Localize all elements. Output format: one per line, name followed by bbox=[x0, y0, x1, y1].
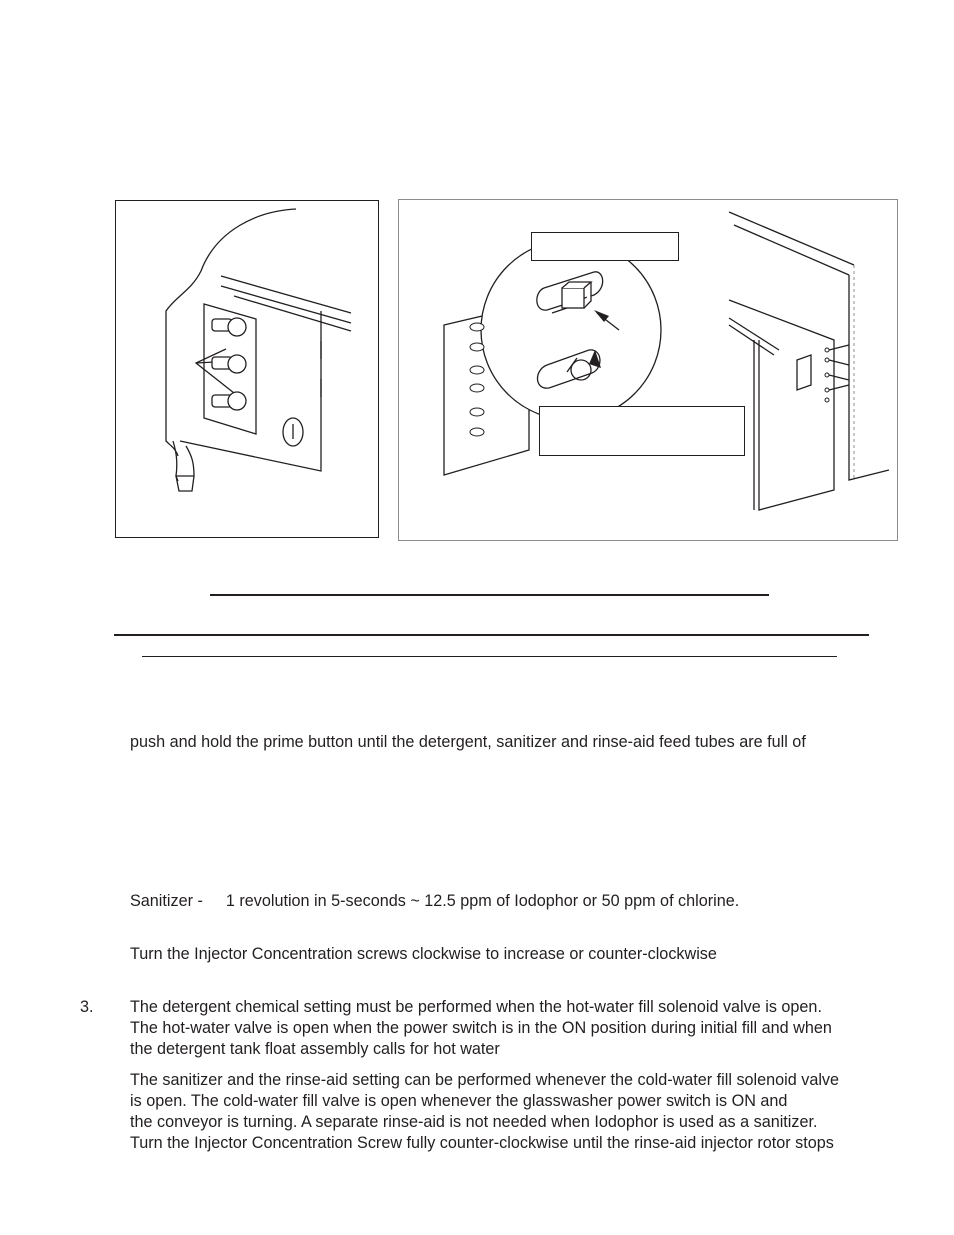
sanitizer-setting-line bbox=[130, 891, 739, 912]
injector-adjust-text: Turn the Injector Concentration screws clockwise to increase or counter-clockwise bbox=[130, 945, 717, 963]
figure-caption-rule bbox=[210, 594, 769, 596]
sanitizer-paragraph-line: Turn the Injector Concentration Screw fully counter-clockwise until the rinse-aid injector rotor stops bbox=[130, 1134, 834, 1152]
figure-right-control-detail bbox=[398, 199, 898, 541]
figure-left-injector-panel bbox=[115, 200, 379, 538]
step-3-paragraph bbox=[130, 997, 832, 1060]
prime-instruction-text: push and hold the prime button until the detergent, sanitizer and rinse-aid feed tubes are full of bbox=[130, 733, 806, 751]
step-3-number: 3. bbox=[80, 998, 94, 1016]
step-3-line: the detergent tank float assembly calls for hot water bbox=[130, 1040, 500, 1058]
sanitizer-paragraph-line: is open. The cold-water fill valve is open whenever the glasswasher power switch is ON and bbox=[130, 1092, 788, 1110]
injector-rotor-label-box bbox=[539, 406, 745, 456]
section-title-rule bbox=[114, 634, 869, 636]
step-3-line: The hot-water valve is open when the power switch is in the ON position during initial fill and when bbox=[130, 1019, 832, 1037]
sanitizer-label: Sanitizer - bbox=[130, 892, 203, 910]
step-3-line: The detergent chemical setting must be performed when the hot-water fill solenoid valve is open. bbox=[130, 998, 822, 1016]
section-subtitle-rule bbox=[142, 656, 837, 657]
sanitizer-rinse-aid-paragraph bbox=[130, 1070, 839, 1154]
sanitizer-setting-value: 1 revolution in 5-seconds ~ 12.5 ppm of Iodophor or 50 ppm of chlorine. bbox=[225, 892, 740, 910]
sanitizer-paragraph-line: The sanitizer and the rinse-aid setting can be performed whenever the cold-water fill solenoid valve bbox=[130, 1071, 840, 1089]
sanitizer-paragraph-line: the conveyor is turning. A separate rinse-aid is not needed when Iodophor is used as a sanitizer. bbox=[130, 1113, 818, 1131]
injector-panel-illustration bbox=[116, 201, 379, 538]
prime-button-label-box bbox=[531, 232, 679, 261]
